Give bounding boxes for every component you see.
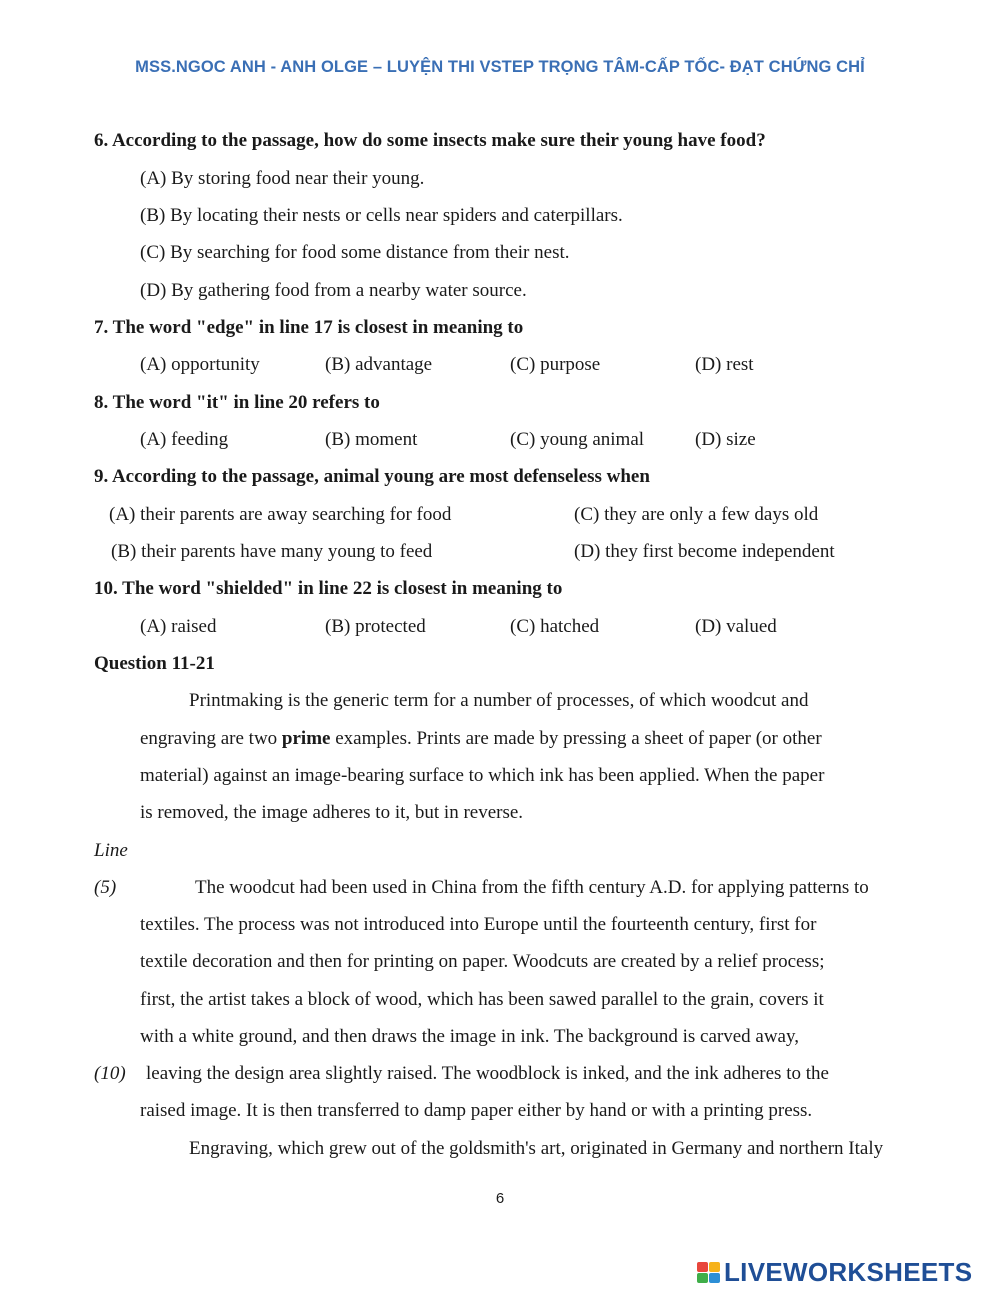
passage-line: Engraving, which grew out of the goldsmith's art, originated in Germany and northern Italy	[189, 1138, 884, 1159]
passage-text: examples. Prints are made by pressing a sheet of paper (or other	[330, 728, 822, 749]
passage-line: textiles. The process was not introduced into Europe until the fourteenth century, first for	[140, 914, 817, 935]
q7-option-d[interactable]: (D) rest	[695, 354, 754, 375]
passage-line: with a white ground, and then draws the image in ink. The background is carved away,	[140, 1026, 800, 1047]
q6-option-d[interactable]: (D) By gathering food from a nearby water source.	[140, 280, 527, 301]
liveworksheets-logo	[697, 1255, 972, 1289]
logo-block	[709, 1262, 720, 1272]
line-marker-5: (5)	[94, 877, 117, 898]
page-header: MSS.NGOC ANH - ANH OLGE – LUYỆN THI VSTEP TRỌNG TÂM-CẤP TỐC- ĐẠT CHỨNG CHỈ	[135, 58, 865, 76]
q7-option-c[interactable]: (C) purpose	[510, 354, 601, 375]
logo-text: LIVEWORKSHEETS	[724, 1256, 973, 1287]
page-number: 6	[495, 1190, 505, 1207]
question-6: 6. According to the passage, how do some insects make sure their young have food?	[94, 130, 766, 151]
passage-line: is removed, the image adheres to it, but in reverse.	[140, 802, 524, 823]
q10-option-a[interactable]: (A) raised	[140, 616, 217, 637]
passage-text: engraving are two	[140, 728, 282, 749]
passage-line: first, the artist takes a block of wood, which has been sawed parallel to the grain, covers it	[140, 989, 824, 1010]
passage-line: material) against an image-bearing surface to which ink has been applied. When the paper	[140, 765, 825, 786]
q6-option-b[interactable]: (B) By locating their nests or cells near spiders and caterpillars.	[140, 205, 623, 226]
q9-option-c[interactable]: (C) they are only a few days old	[574, 504, 819, 525]
passage-line: textile decoration and then for printing on paper. Woodcuts are created by a relief process;	[140, 951, 825, 972]
section-title: Question 11-21	[94, 653, 215, 674]
q10-option-c[interactable]: (C) hatched	[510, 616, 600, 637]
logo-blocks-icon	[697, 1262, 720, 1283]
q8-option-c[interactable]: (C) young animal	[510, 429, 645, 450]
q9-option-d[interactable]: (D) they first become independent	[574, 541, 835, 562]
q8-option-a[interactable]: (A) feeding	[140, 429, 229, 450]
question-9: 9. According to the passage, animal young are most defenseless when	[94, 466, 650, 487]
passage-line: raised image. It is then transferred to damp paper either by hand or with a printing press.	[140, 1100, 813, 1121]
q10-option-d[interactable]: (D) valued	[695, 616, 777, 637]
passage-line: Printmaking is the generic term for a number of processes, of which woodcut and	[189, 690, 809, 711]
passage-keyword: prime	[281, 728, 331, 749]
q7-option-b[interactable]: (B) advantage	[325, 354, 433, 375]
passage-line: The woodcut had been used in China from the fifth century A.D. for applying patterns to	[195, 877, 869, 898]
question-10: 10. The word "shielded" in line 22 is closest in meaning to	[94, 578, 563, 599]
passage-line: leaving the design area slightly raised. The woodblock is inked, and the ink adheres to the	[146, 1063, 829, 1084]
line-marker-10: (10)	[94, 1063, 126, 1084]
question-7: 7. The word "edge" in line 17 is closest in meaning to	[94, 317, 524, 338]
logo-block	[697, 1273, 708, 1283]
q6-option-c[interactable]: (C) By searching for food some distance from their nest.	[140, 242, 570, 263]
question-8: 8. The word "it" in line 20 refers to	[94, 392, 380, 413]
line-label: Line	[94, 840, 128, 861]
logo-block	[697, 1262, 708, 1272]
logo-block	[709, 1273, 720, 1283]
q10-option-b[interactable]: (B) protected	[325, 616, 426, 637]
q6-option-a[interactable]: (A) By storing food near their young.	[140, 168, 425, 189]
q7-option-a[interactable]: (A) opportunity	[140, 354, 260, 375]
q9-option-a[interactable]: (A) their parents are away searching for food	[109, 504, 452, 525]
q8-option-b[interactable]: (B) moment	[325, 429, 418, 450]
q9-option-b[interactable]: (B) their parents have many young to feed	[111, 541, 433, 562]
q8-option-d[interactable]: (D) size	[695, 429, 756, 450]
passage-line	[140, 728, 822, 750]
